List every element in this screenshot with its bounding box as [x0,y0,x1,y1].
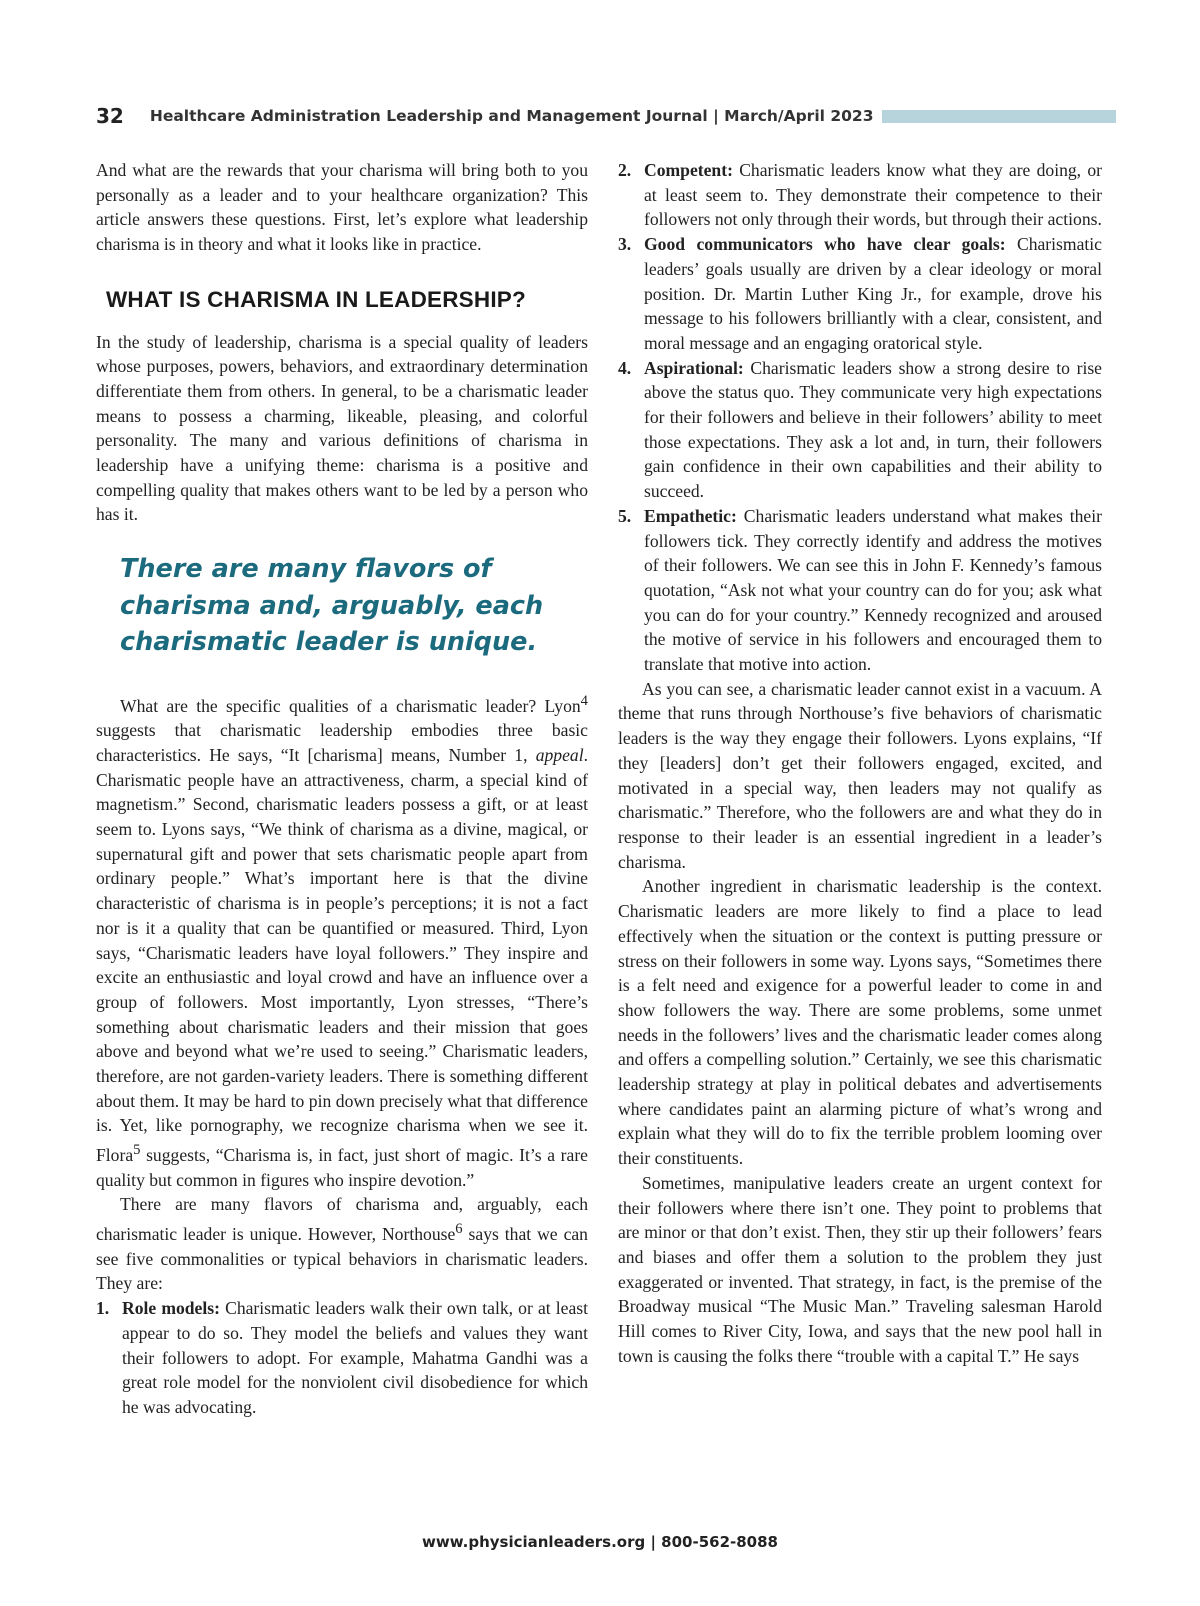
header-accent-bar [882,110,1117,123]
context-paragraph: Another ingredient in charismatic leadership is the context. Charismatic leaders are more likely to find a place to lead effectively when the situation or the context is putting pressure or stress on their followers in some way. Lyons says, “Sometimes there is a felt need and exigence for a powerful leader to come in and show followers the way. There are some problems, some unmet needs in the followers’ lives and the charismatic leader comes along and offers a compelling solution.” Certainly, we see this charismatic leadership strategy at play in political debates and advertisements where candidates paint an alarming picture of what’s wrong and explain what they will do to fix the terrible problem looming over their constituents. [618,876,1102,1169]
engagement-paragraph: As you can see, a charismatic leader cannot exist in a vacuum. A theme that runs through Northouse’s five behaviors of charismatic leaders is the way they engage their followers. Lyons explains, “If they [leaders] don’t get their followers engaged, excited, and motivated in a special way, then leaders may not qualify as charismatic.” Therefore, who the followers are and what they do in response to their leader is an essential ingredient in a leader’s charisma. [618,678,1102,872]
section-heading: WHAT IS CHARISMA IN LEADERSHIP? [106,286,526,312]
footnote-ref[interactable]: 5 [133,1142,141,1159]
left-column [96,158,588,1420]
pull-quote: There are many flavors of charisma and, arguably, each charismatic leader is unique. [120,554,544,658]
behaviors-list-part1 [96,1296,588,1420]
list-item: 1. Role models: Charismatic leaders walk their own talk, or at least appear to do so. They model the beliefs and values they want their followers to adopt. For example, Mahatma Gandhi was a great role model for the nonviolent civil disobedience for which he was advocating. [96,1298,588,1417]
list-item: 2. Competent: Charismatic leaders know what they are doing, or at least seem to. They demonstrate their competence to their followers not only through their words, but through their actions. [618,160,1102,230]
journal-title: Healthcare Administration Leadership and Management Journal | March/April 2023 [149,107,874,125]
definition-paragraph: In the study of leadership, charisma is a special quality of leaders whose purposes, powers, behaviors, and extraordinary determination differentiate them from others. In general, to be a charismatic leader means to possess a charming, likeable, pleasing, and colorful personality. The many and various definitions of charisma in leadership have a unifying theme: charisma is a positive and compelling quality that makes others want to be led by a person who has it. [96,331,588,525]
footnote-ref[interactable]: 4 [580,692,588,709]
right-column [618,158,1102,1368]
page-number: 32 [96,104,124,128]
behaviors-list-part2 [618,158,1102,677]
list-item: 3. Good communicators who have clear goals: Charismatic leaders’ goals usually are driven by a clear ideology or moral position. Dr. Martin Luther King Jr., for example, drove his message to his followers brilliantly with a clear, consistent, and moral message and an engaging oratorical style. [618,234,1102,353]
list-item: 5. Empathetic: Charismatic leaders understand what makes their followers tick. They correctly identify and address the motives of their followers. We can see this in John F. Kennedy’s famous quotation, “Ask not what your country can do for you; ask what you can do for your country.” Kennedy recognized and aroused the motive of service in his followers and encouraged them to translate that motive into action. [618,505,1102,675]
manipulation-paragraph: Sometimes, manipulative leaders create an urgent context for their followers where there isn’t one. They point to problems that are minor or that don’t exist. Then, they stir up their followers’ fears and biases and offer them a solution to the problem they just exaggerated or invented. That strategy, in fact, is the premise of the Broadway musical “The Music Man.” Traveling salesman Harold Hill comes to River City, Iowa, and says that the new pool hall in town is causing the folks there “trouble with a capital T.” He says [618,1172,1102,1366]
page-footer: www.physicianleaders.org | 800-562-8088 [422,1533,778,1551]
list-item: 4. Aspirational: Charismatic leaders show a strong desire to rise above the status quo. They communicate very high expectations for their followers and believe in their followers’ ability to meet those expectations. They ask a lot and, in turn, their followers gain confidence in their own capabilities and their ability to succeed. [618,357,1102,502]
flavors-paragraph: There are many flavors of charisma and, arguably, each charismatic leader is unique. However, Northouse$^6$ says that we can see five commonalities or typical behaviors in charismatic leaders. They are: [96,1194,588,1294]
qualities-paragraph: What are the specific qualities of a charismatic leader? Lyon$^4$ suggests that charismatic leadership embodies three basic characteristics. He says, “It [charisma] means, Number 1, appeal. Charismatic people have an attractiveness, charm, a special kind of magnetism.” Second, charismatic leaders possess a gift, or at least seem to. Lyons says, “We think of charisma as a divine, magical, or supernatural gift and power that sets charismatic people apart from ordinary people.” What’s important here is that the divine characteristic of charisma is in people’s perceptions; it is not a fact nor is it a quality that can be quantified or measured. Third, Lyon says, “Charismatic leaders have loyal followers.” They inspire and excite an enthusiastic and loyal crowd and have an influence over a group of followers. Most importantly, Lyon stresses, “There’s something about charismatic leaders and their mission that goes above and beyond what we’re used to seeing.” Charismatic leaders, therefore, are not garden-variety leaders. There is something different about them. It may be hard to pin down precisely what that difference is. Yet, like pornography, we recognize charisma when we see it. Flora$^5$ suggests, “Charisma is, in fact, just short of magic. It’s a rare quality but common in figures who inspire devotion.” [96,692,588,1190]
intro-paragraph: And what are the rewards that your charisma will bring both to you personally as a leader and to your healthcare organization? This article answers these questions. First, let’s explore what leadership charisma is in theory and what it looks like in practice. [96,160,588,255]
footnote-ref[interactable]: 6 [455,1221,463,1238]
page-header [96,100,1116,132]
